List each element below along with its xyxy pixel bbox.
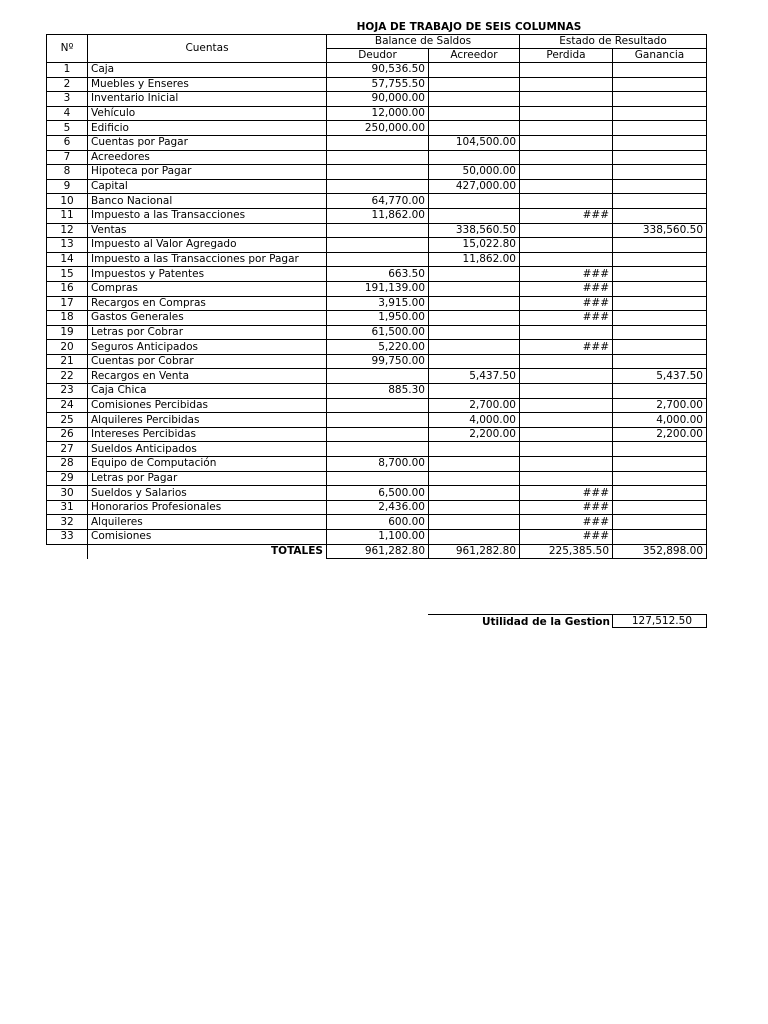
row-acreedor [429,340,520,355]
row-perdida: ### [520,296,613,311]
row-perdida [520,398,613,413]
row-acreedor: 15,022.80 [429,238,520,253]
row-deudor: 3,915.00 [327,296,429,311]
row-number: 19 [47,325,88,340]
row-perdida: ### [520,500,613,515]
row-cuenta: Alquileres [88,515,327,530]
row-cuenta: Capital [88,179,327,194]
row-perdida [520,165,613,180]
row-deudor [327,179,429,194]
row-ganancia [613,384,707,399]
row-cuenta: Recargos en Compras [88,296,327,311]
row-ganancia [613,267,707,282]
row-ganancia [613,135,707,150]
row-deudor: 61,500.00 [327,325,429,340]
table-row [47,325,707,340]
row-cuenta: Ventas [88,223,327,238]
row-ganancia: 338,560.50 [613,223,707,238]
row-acreedor [429,267,520,282]
row-acreedor [429,77,520,92]
table-row [47,63,707,78]
table-row [47,208,707,223]
row-cuenta: Letras por Pagar [88,471,327,486]
table-row [47,223,707,238]
row-deudor [327,165,429,180]
row-number: 2 [47,77,88,92]
row-ganancia [613,354,707,369]
row-deudor: 663.50 [327,267,429,282]
row-perdida [520,223,613,238]
row-cuenta: Comisiones Percibidas [88,398,327,413]
row-perdida: ### [520,486,613,501]
row-number: 18 [47,311,88,326]
row-acreedor: 50,000.00 [429,165,520,180]
row-number: 7 [47,150,88,165]
row-deudor: 191,139.00 [327,281,429,296]
row-number: 22 [47,369,88,384]
row-perdida: ### [520,311,613,326]
row-cuenta: Honorarios Profesionales [88,500,327,515]
utilidad-label: Utilidad de la Gestion [428,614,612,628]
totals-row [47,544,707,559]
header-balance: Balance de Saldos [327,35,520,49]
totals-label: TOTALES [88,544,327,559]
row-number: 1 [47,63,88,78]
row-perdida [520,471,613,486]
header-ganancia: Ganancia [613,49,707,63]
table-row [47,194,707,209]
table-row [47,354,707,369]
row-acreedor [429,457,520,472]
row-deudor: 12,000.00 [327,106,429,121]
table-row [47,413,707,428]
row-cuenta: Inventario Inicial [88,92,327,107]
table-row [47,135,707,150]
row-perdida [520,150,613,165]
totals-perdida: 225,385.50 [520,544,613,559]
row-acreedor: 5,437.50 [429,369,520,384]
row-number: 25 [47,413,88,428]
row-cuenta: Impuesto al Valor Agregado [88,238,327,253]
row-number: 31 [47,500,88,515]
row-number: 14 [47,252,88,267]
row-cuenta: Comisiones [88,530,327,545]
row-perdida [520,442,613,457]
worksheet-table [46,34,707,559]
row-ganancia [613,194,707,209]
totals-ganancia: 352,898.00 [613,544,707,559]
table-row [47,471,707,486]
row-deudor: 1,100.00 [327,530,429,545]
table-row [47,281,707,296]
row-deudor [327,398,429,413]
row-acreedor: 11,862.00 [429,252,520,267]
row-deudor: 99,750.00 [327,354,429,369]
header-acreedor: Acreedor [429,49,520,63]
table-row [47,369,707,384]
row-deudor [327,150,429,165]
row-ganancia [613,340,707,355]
row-acreedor [429,500,520,515]
row-acreedor [429,106,520,121]
table-row [47,515,707,530]
row-ganancia: 2,700.00 [613,398,707,413]
row-ganancia [613,63,707,78]
row-deudor [327,252,429,267]
row-acreedor [429,121,520,136]
row-ganancia [613,500,707,515]
row-acreedor [429,530,520,545]
row-cuenta: Impuestos y Patentes [88,267,327,282]
row-perdida [520,194,613,209]
row-number: 11 [47,208,88,223]
row-deudor: 1,950.00 [327,311,429,326]
utilidad-value: 127,512.50 [612,614,707,628]
row-number: 3 [47,92,88,107]
row-deudor: 57,755.50 [327,77,429,92]
row-deudor: 6,500.00 [327,486,429,501]
header-no: Nº [47,35,88,63]
table-row [47,165,707,180]
row-cuenta: Sueldos Anticipados [88,442,327,457]
row-cuenta: Caja [88,63,327,78]
row-ganancia [613,442,707,457]
row-ganancia [613,252,707,267]
table-row [47,267,707,282]
header-estado: Estado de Resultado [520,35,707,49]
row-number: 15 [47,267,88,282]
row-deudor: 2,436.00 [327,500,429,515]
row-acreedor [429,515,520,530]
row-deudor: 885.30 [327,384,429,399]
row-perdida [520,63,613,78]
row-cuenta: Cuentas por Pagar [88,135,327,150]
table-row [47,427,707,442]
row-deudor [327,223,429,238]
row-perdida [520,457,613,472]
row-ganancia: 5,437.50 [613,369,707,384]
row-number: 17 [47,296,88,311]
row-deudor [327,238,429,253]
table-row [47,442,707,457]
table-row [47,457,707,472]
row-ganancia [613,530,707,545]
row-ganancia [613,281,707,296]
row-acreedor [429,311,520,326]
row-acreedor [429,325,520,340]
row-cuenta: Cuentas por Cobrar [88,354,327,369]
row-cuenta: Caja Chica [88,384,327,399]
row-ganancia [613,238,707,253]
row-cuenta: Letras por Cobrar [88,325,327,340]
row-perdida: ### [520,515,613,530]
row-cuenta: Compras [88,281,327,296]
row-acreedor [429,471,520,486]
row-ganancia [613,208,707,223]
row-number: 16 [47,281,88,296]
row-cuenta: Muebles y Enseres [88,77,327,92]
table-row [47,384,707,399]
table-row [47,252,707,267]
row-ganancia [613,515,707,530]
row-cuenta: Edificio [88,121,327,136]
row-perdida [520,354,613,369]
row-deudor: 8,700.00 [327,457,429,472]
totals-deudor: 961,282.80 [327,544,429,559]
sheet-title: HOJA DE TRABAJO DE SEIS COLUMNAS [356,21,582,33]
row-number: 13 [47,238,88,253]
row-cuenta: Recargos en Venta [88,369,327,384]
row-deudor [327,369,429,384]
row-acreedor: 104,500.00 [429,135,520,150]
table-row [47,311,707,326]
row-number: 6 [47,135,88,150]
row-acreedor [429,442,520,457]
row-perdida: ### [520,530,613,545]
row-perdida [520,135,613,150]
row-ganancia [613,311,707,326]
row-deudor: 5,220.00 [327,340,429,355]
row-number: 23 [47,384,88,399]
row-cuenta: Hipoteca por Pagar [88,165,327,180]
row-number: 21 [47,354,88,369]
row-acreedor [429,296,520,311]
row-perdida [520,384,613,399]
row-deudor: 90,000.00 [327,92,429,107]
table-row [47,238,707,253]
row-ganancia [613,165,707,180]
row-ganancia [613,92,707,107]
table-row [47,296,707,311]
row-number: 9 [47,179,88,194]
row-acreedor: 4,000.00 [429,413,520,428]
header-row-group [47,35,707,49]
row-cuenta: Seguros Anticipados [88,340,327,355]
table-row [47,500,707,515]
row-perdida: ### [520,267,613,282]
row-ganancia: 2,200.00 [613,427,707,442]
row-acreedor [429,486,520,501]
row-acreedor: 427,000.00 [429,179,520,194]
row-number: 26 [47,427,88,442]
row-perdida [520,369,613,384]
row-deudor: 600.00 [327,515,429,530]
table-row [47,486,707,501]
row-deudor [327,471,429,486]
row-acreedor [429,150,520,165]
table-row [47,150,707,165]
row-acreedor [429,208,520,223]
row-perdida [520,325,613,340]
row-number: 12 [47,223,88,238]
header-perdida: Perdida [520,49,613,63]
row-acreedor [429,384,520,399]
row-perdida [520,106,613,121]
row-number: 5 [47,121,88,136]
totals-spacer [47,544,88,559]
row-perdida [520,413,613,428]
row-cuenta: Impuesto a las Transacciones por Pagar [88,252,327,267]
row-acreedor [429,92,520,107]
row-ganancia [613,486,707,501]
row-number: 27 [47,442,88,457]
row-cuenta: Acreedores [88,150,327,165]
row-ganancia [613,296,707,311]
row-acreedor: 2,700.00 [429,398,520,413]
table-row [47,77,707,92]
row-number: 10 [47,194,88,209]
row-cuenta: Vehículo [88,106,327,121]
table-row [47,106,707,121]
row-number: 4 [47,106,88,121]
row-perdida: ### [520,281,613,296]
row-number: 30 [47,486,88,501]
row-acreedor: 338,560.50 [429,223,520,238]
row-cuenta: Gastos Generales [88,311,327,326]
row-cuenta: Banco Nacional [88,194,327,209]
row-number: 29 [47,471,88,486]
header-cuentas: Cuentas [88,35,327,63]
row-number: 24 [47,398,88,413]
row-number: 8 [47,165,88,180]
row-number: 33 [47,530,88,545]
row-cuenta: Equipo de Computación [88,457,327,472]
table-row [47,340,707,355]
row-perdida [520,427,613,442]
row-ganancia [613,457,707,472]
row-deudor: 64,770.00 [327,194,429,209]
row-deudor [327,427,429,442]
row-ganancia [613,77,707,92]
row-ganancia [613,471,707,486]
row-deudor [327,135,429,150]
row-ganancia [613,121,707,136]
row-perdida [520,121,613,136]
row-deudor [327,442,429,457]
row-cuenta: Alquileres Percibidas [88,413,327,428]
table-row [47,530,707,545]
row-perdida [520,77,613,92]
row-ganancia: 4,000.00 [613,413,707,428]
row-number: 28 [47,457,88,472]
row-deudor: 90,536.50 [327,63,429,78]
row-perdida [520,92,613,107]
row-ganancia [613,150,707,165]
row-acreedor [429,63,520,78]
row-ganancia [613,106,707,121]
row-acreedor [429,281,520,296]
row-perdida [520,238,613,253]
totals-acreedor: 961,282.80 [429,544,520,559]
table-row [47,121,707,136]
row-acreedor [429,354,520,369]
row-ganancia [613,325,707,340]
row-cuenta: Impuesto a las Transacciones [88,208,327,223]
utilidad-block [428,614,707,628]
header-deudor: Deudor [327,49,429,63]
row-perdida [520,179,613,194]
row-deudor: 11,862.00 [327,208,429,223]
row-cuenta: Sueldos y Salarios [88,486,327,501]
row-acreedor: 2,200.00 [429,427,520,442]
row-perdida [520,252,613,267]
row-perdida: ### [520,208,613,223]
row-ganancia [613,179,707,194]
row-deudor [327,413,429,428]
table-row [47,92,707,107]
row-number: 32 [47,515,88,530]
table-row [47,179,707,194]
row-perdida: ### [520,340,613,355]
table-row [47,398,707,413]
row-acreedor [429,194,520,209]
row-cuenta: Intereses Percibidas [88,427,327,442]
row-number: 20 [47,340,88,355]
row-deudor: 250,000.00 [327,121,429,136]
